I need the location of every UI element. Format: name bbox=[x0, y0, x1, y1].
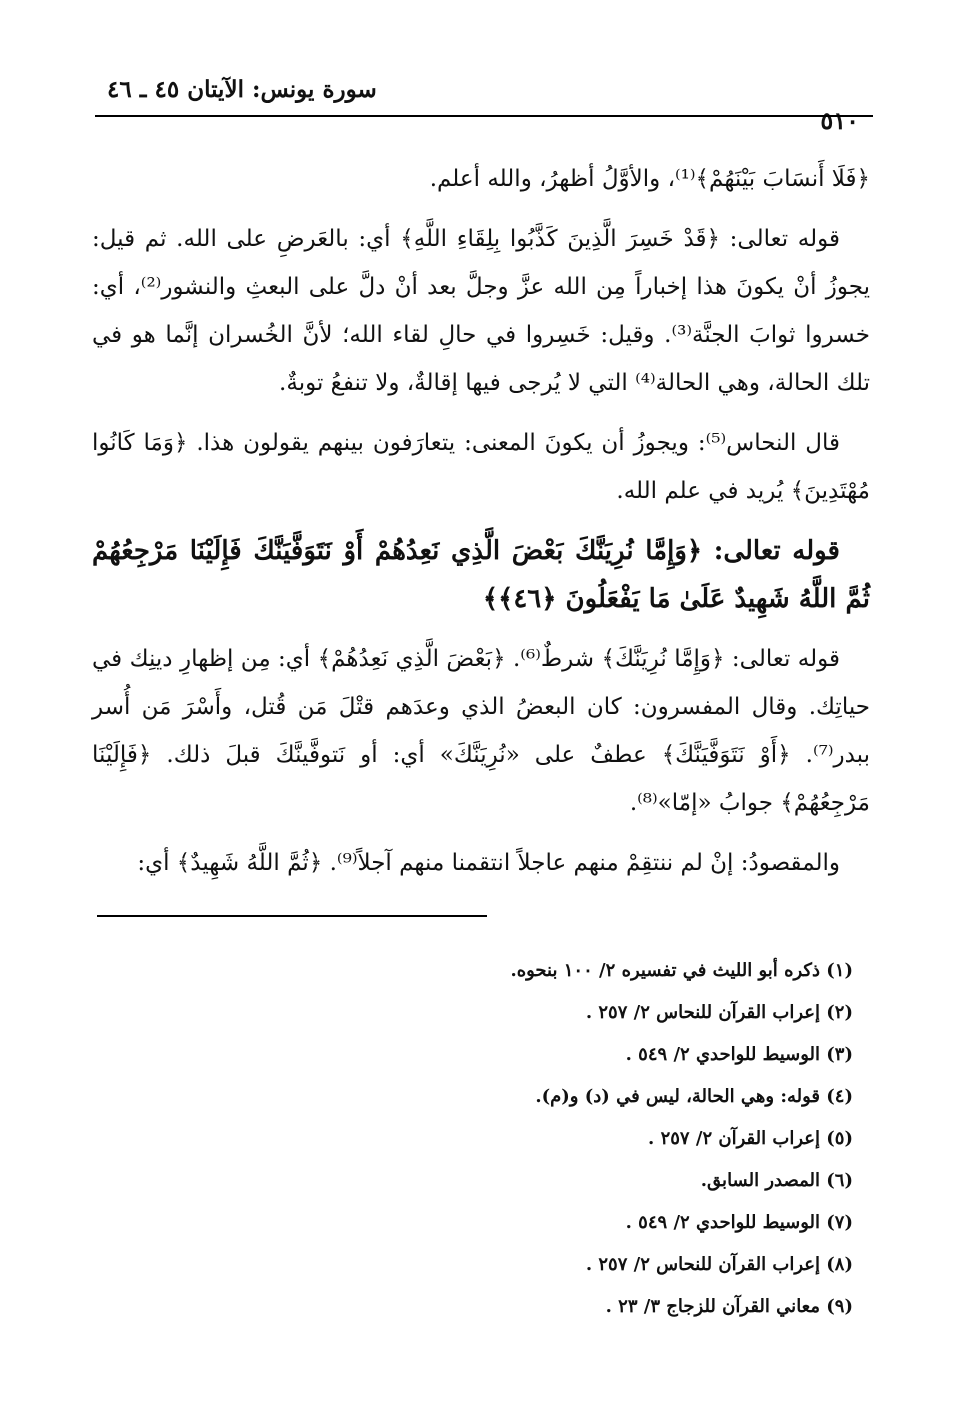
footnote: (٥) إعراب القرآن ٢/ ٢٥٧ . bbox=[648, 1128, 853, 1149]
footnote: (٨) إعراب القرآن للنحاس ٢/ ٢٥٧ . bbox=[585, 1254, 853, 1275]
paragraph: ﴿فَلَا أَنسَابَ بَيْنَهُمْ﴾⁽¹⁾، والأوَّلُ أظهرُ، والله أعلم. bbox=[429, 166, 870, 192]
main-text bbox=[92, 155, 870, 899]
footnote: (٧) الوسيط للواحدي ٢/ ٥٤٩ . bbox=[625, 1212, 853, 1233]
paragraph: قوله تعالى: ﴿قَدْ خَسِرَ الَّذِينَ كَذَّبُوا بِلِقَاءِ اللَّهِ﴾ أي: بالعَرضِ على الله. ثم قيل: يجوزُ أنْ يكونَ هذا إخباراً مِن الله عزَّ وجلَّ بعد أنْ دلَّ على البعثِ والنشور⁽²⁾، أي: خسروا ثوابَ الجنَّة⁽³⁾. وقيل: خَسِروا في حالِ لقاء الله؛ لأنَّ الخُسران إنَّما هو في تلك الحالة، وهي الحالة⁽⁴⁾ التي لا يُرجى فيها إقالةٌ، ولا تنفعُ توبةٌ. bbox=[92, 226, 870, 396]
footnotes bbox=[113, 950, 853, 1328]
footnote-rule bbox=[97, 915, 487, 917]
footnote: (١) ذكره أبو الليث في تفسيره ٢/ ١٠٠ بنحوه. bbox=[510, 960, 853, 981]
page-number: ٥١٠ bbox=[820, 106, 859, 135]
paragraph: قال النحاس⁽⁵⁾: ويجوزُ أن يكونَ المعنى: يتعارَفون بينهم يقولون هذا. ﴿وَمَا كَانُوا مُهْتَدِينَ﴾ يُريد في علم الله. bbox=[92, 430, 870, 504]
footnote: (٦) المصدر السابق. bbox=[700, 1170, 853, 1191]
footnote: (٤) قوله: وهي الحالة، ليس في (د) و(م). bbox=[535, 1086, 853, 1107]
running-title: سورة يونس: الآيتان ٤٥ ـ ٤٦ bbox=[107, 76, 377, 103]
footnote: (٩) معاني القرآن للزجاج ٣/ ٢٣ . bbox=[605, 1296, 853, 1317]
paragraph: والمقصودُ: إنْ لم ننتقِمْ منهم عاجلاً انتقمنا منهم آجلاً⁽⁹⁾. ﴿ثُمَّ اللَّهُ شَهِيدٌ﴾ أي: bbox=[137, 850, 840, 876]
header-rule bbox=[95, 115, 873, 117]
verse-heading: قوله تعالى: ﴿وَإِمَّا نُرِيَنَّكَ بَعْضَ الَّذِي نَعِدُهُمْ أَوْ نَتَوَفَّيَنَّكَ فَإِلَيْنَا مَرْجِعُهُمْ ثُمَّ اللَّهُ شَهِيدٌ عَلَىٰ مَا يَفْعَلُونَ ﴿٤٦﴾﴾ bbox=[92, 536, 870, 614]
paragraph: قوله تعالى: ﴿وَإِمَّا نُرِيَنَّكَ﴾ شرطٌ⁽⁶⁾. ﴿بَعْضَ الَّذِي نَعِدُهُمْ﴾ أي: مِن إظهارِ دينِك في حياتِك. وقال المفسرون: كان البعضُ الذي وعدَهم قتْلَ مَن قُتل، وأَسْرَ مَن أُسر ببدر⁽⁷⁾. ﴿أَوْ نَتَوَفَّيَنَّكَ﴾ عطفٌ على «نُرِيَنَّكَ» أي: أو نَتوفَّينَّكَ قبلَ ذلك. ﴿فَإِلَيْنَا مَرْجِعُهُمْ﴾ جوابُ «إمّا»⁽⁸⁾. bbox=[92, 646, 870, 816]
page-header bbox=[95, 70, 873, 135]
footnote: (٢) إعراب القرآن للنحاس ٢/ ٢٥٧ . bbox=[585, 1002, 853, 1023]
footnote: (٣) الوسيط للواحدي ٢/ ٥٤٩ . bbox=[625, 1044, 853, 1065]
